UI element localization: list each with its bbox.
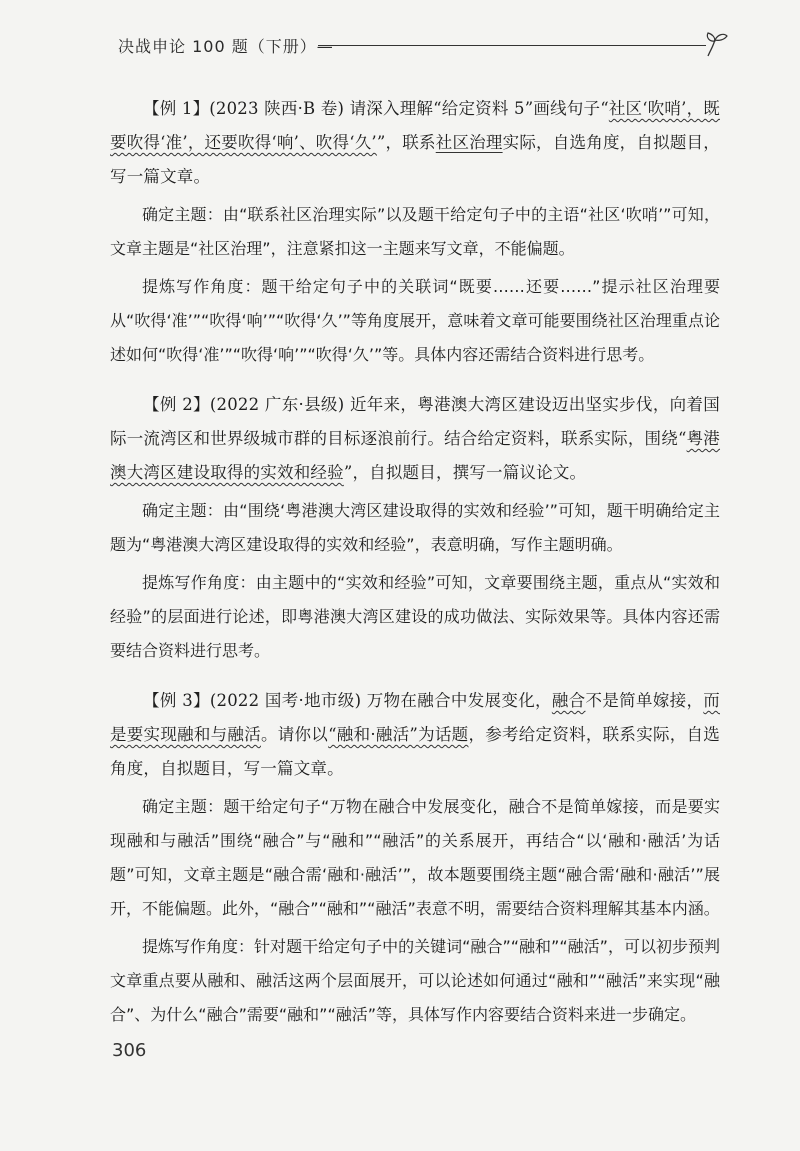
example-3-angle: 提炼写作角度：针对题干给定句子中的关键词“融合”“融和”“融活”，可以初步预判文章重点要从融和、融活这两个层面展开，可以论述如何通过“融和”“融活”来实现“融合”、为什么“融合”需要“融和”“融活”等，具体写作内容要结合资料来进一步确定。 [110, 937, 720, 1024]
book-title: 决战申论 100 题（下册）— [118, 37, 334, 56]
underlined-phrase: 粤港澳大湾区建设取得的实效和经验 [110, 429, 721, 482]
page-number: 306 [112, 1040, 147, 1061]
underlined-phrase: 融合 [551, 691, 586, 710]
underlined-phrase: “融和·融活”为话题 [328, 725, 469, 744]
example-1-theme: 确定主题：由“联系社区治理实际”以及题干给定句子中的主语“社区‘吹哨’”可知，文章主题是“社区治理”，注意紧扣这一主题来写文章，不能偏题。 [110, 205, 720, 258]
header-rule [318, 45, 706, 46]
page-body [110, 92, 720, 1032]
example-1-prompt: 【例 1】(2023 陕西·B 卷) 请深入理解“给定资料 5”画线句子“社区‘吹哨’，既要吹得‘准’，还要吹得‘响’、吹得‘久’”，联系社区治理实际，自选角度，自拟题目，写一篇文章。 [110, 99, 720, 186]
underlined-phrase: 社区‘吹哨’，既要吹得‘准’，还要吹得‘响’、吹得‘久’ [110, 99, 720, 152]
example-3-theme: 确定主题：题干给定句子“万物在融合中发展变化，融合不是简单嫁接，而是要实现融和与融活”围绕“融合”与“融和”“融活”的关系展开，再结合“以‘融和·融活’为话题”可知，文章主题是“融合需‘融和·融活’”，故本题要围绕主题“融合需‘融和·融活’”展开，不能偏题。此外，“融合”“融和”“融活”表意不明，需要结合资料理解其基本内涵。 [110, 797, 720, 918]
example-2-prompt: 【例 2】(2022 广东·县级) 近年来，粤港澳大湾区建设迈出坚实步伐，向着国际一流湾区和世界级城市群的目标逐浪前行。结合给定资料，联系实际，围绕“粤港澳大湾区建设取得的实效和经验”，自拟题目，撰写一篇议论文。 [110, 395, 721, 482]
example-1-angle: 提炼写作角度：题干给定句子中的关联词“既要……还要……”提示社区治理要从“吹得‘准’”“吹得‘响’”“吹得‘久’”等角度展开，意味着文章可能要围绕社区治理重点论述如何“吹得‘准’”“吹得‘响’”“吹得‘久’”等。具体内容还需结合资料进行思考。 [110, 277, 720, 364]
sprout-icon [702, 30, 730, 58]
example-3-prompt: 【例 3】(2022 国考·地市级) 万物在融合中发展变化，融合不是简单嫁接，而是要实现融和与融活。请你以“融和·融活”为话题，参考给定资料，联系实际，自选角度，自拟题目，写一篇文章。 [110, 691, 720, 778]
example-2-theme: 确定主题：由“围绕‘粤港澳大湾区建设取得的实效和经验’”可知，题干明确给定主题为“粤港澳大湾区建设取得的实效和经验”，表意明确，写作主题明确。 [110, 501, 720, 554]
underlined-phrase: 而是要实现融和与融活 [110, 691, 720, 744]
example-2-angle: 提炼写作角度：由主题中的“实效和经验”可知，文章要围绕主题，重点从“实效和经验”的层面进行论述，即粤港澳大湾区建设的成功做法、实际效果等。具体内容还需要结合资料进行思考。 [110, 573, 720, 660]
running-header [118, 30, 730, 60]
underlined-phrase: 社区治理 [435, 133, 503, 152]
